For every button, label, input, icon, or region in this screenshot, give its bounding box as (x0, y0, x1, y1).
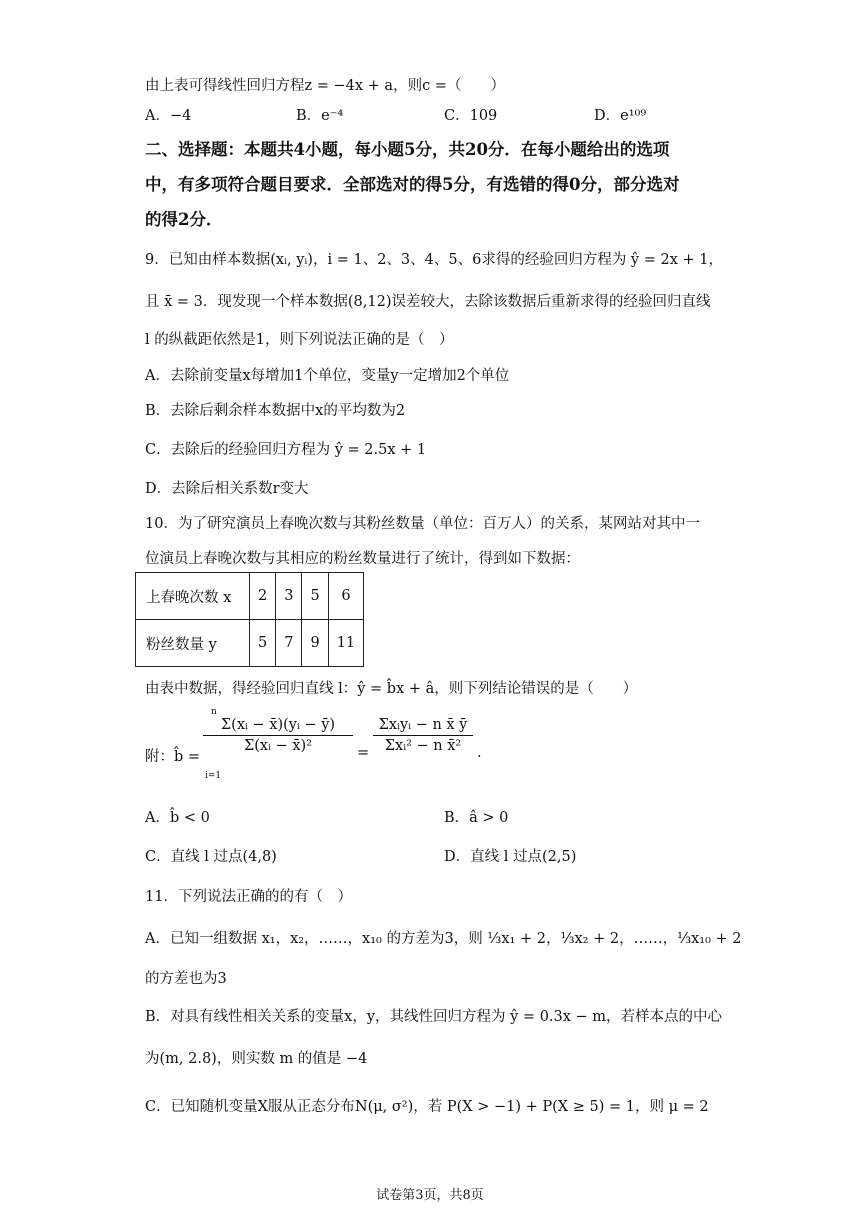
q8-option-b: B．e⁻⁴ (296, 108, 344, 124)
q11-option-a-line2: 的方差也为3 (145, 971, 227, 987)
formula-numerator-1: Σ(xᵢ − x̄)(yᵢ − ȳ) (220, 717, 336, 733)
q10-line3: 由表中数据，得经验回归直线 l：ŷ = b̂x + â，则下列结论错误的是（ ） (145, 681, 638, 697)
q10-line1: 10．为了研究演员上春晚次数与其粉丝数量（单位：百万人）的关系，某网站对其中一 (145, 516, 700, 532)
q9-line2: 且 x̄ = 3．现发现一个样本数据(8,12)误差较大，去除该数据后重新求得的经验回归直线 (145, 294, 711, 310)
q9-option-a: A．去除前变量x每增加1个单位，变量y一定增加2个单位 (145, 368, 510, 384)
section2-line2: 中，有多项符合题目要求．全部选对的得5分，有选错的得0分，部分选对 (145, 175, 680, 194)
table-cell: 11 (328, 620, 363, 667)
sum-upper-limit: n (211, 707, 217, 717)
page-footer: 试卷第3页，共8页 (376, 1188, 484, 1203)
formula-numerator-2: Σxᵢyᵢ − n x̄ ȳ (378, 717, 468, 733)
sum-lower-limit: i=1 (205, 771, 222, 781)
table-row (136, 573, 364, 620)
q11-stem: 11．下列说法正确的的有（ ） (145, 889, 352, 905)
q8-stem: 由上表可得线性回归方程z = −4x + a，则c =（ ） (145, 78, 505, 94)
table-cell: 5 (302, 573, 328, 620)
q9-line3: l 的纵截距依然是1，则下列说法正确的是（ ） (145, 332, 454, 348)
q10-line2: 位演员上春晚次数与其相应的粉丝数量进行了统计，得到如下数据： (145, 551, 580, 567)
section2-line3: 的得2分． (145, 210, 223, 229)
q10-formula: 附：b̂ = Σ(xᵢ − x̄)(yᵢ − ȳ) Σ(xᵢ − x̄)² = Σxᵢyᵢ − n x̄ ȳ Σxᵢ² − n x̄² n i=1 . (145, 707, 482, 781)
table-cell: 3 (276, 573, 302, 620)
q9-option-b: B．去除后剩余样本数据中x的平均数为2 (145, 403, 406, 419)
table-cell: 7 (276, 620, 302, 667)
formula-denominator-2: Σxᵢ² − n x̄² (384, 738, 462, 754)
table-cell: 5 (250, 620, 276, 667)
q11-option-b-line1: B．对具有线性相关关系的变量x，y，其线性回归方程为 ŷ = 0.3x − m，若样本点的中心 (145, 1009, 723, 1025)
table-row (136, 620, 364, 667)
table-row-label: 粉丝数量 y (136, 620, 250, 667)
q11-option-c-line1: C．已知随机变量X服从正态分布N(μ, σ²)，若 P(X > −1) + P(X ≥ 5) = 1，则 μ = 2 (145, 1099, 709, 1115)
table-cell: 9 (302, 620, 328, 667)
formula-prefix: 附：b̂ = (145, 749, 201, 765)
q10-option-d: D．直线 l 过点(2,5) (444, 849, 577, 865)
q11-option-a-line1: A．已知一组数据 x₁，x₂，……，x₁₀ 的方差为3，则 ⅓x₁ + 2，⅓x₂ + 2，……，⅓x₁₀ + 2 (145, 931, 742, 947)
formula-fraction-1 (203, 717, 353, 754)
section2-line1: 二、选择题：本题共4小题，每小题5分，共20分．在每小题给出的选项 (145, 140, 670, 159)
q8-option-d: D．e¹⁰⁹ (594, 108, 647, 124)
q10-option-c: C．直线 l 过点(4,8) (145, 849, 277, 865)
table-cell: 6 (328, 573, 363, 620)
q10-option-b: B．â > 0 (444, 810, 509, 826)
formula-denominator-1: Σ(xᵢ − x̄)² (243, 738, 313, 754)
q10-option-a: A．b̂ < 0 (145, 810, 210, 826)
q9-option-d: D．去除后相关系数r变大 (145, 481, 309, 497)
table-row-label: 上春晚次数 x (136, 573, 250, 620)
q9-option-c: C．去除后的经验回归方程为 ŷ = 2.5x + 1 (145, 442, 427, 458)
q9-line1: 9．已知由样本数据(xᵢ, yᵢ)，i = 1、2、3、4、5、6求得的经验回归方程为 ŷ = 2x + 1， (145, 252, 723, 268)
formula-fraction-2 (373, 717, 473, 754)
q10-data-table (135, 572, 364, 667)
q11-option-b-line2: 为(m, 2.8)，则实数 m 的值是 −4 (145, 1051, 368, 1067)
q8-option-a: A．−4 (145, 108, 192, 124)
q8-option-c: C．109 (444, 108, 498, 124)
table-cell: 2 (250, 573, 276, 620)
